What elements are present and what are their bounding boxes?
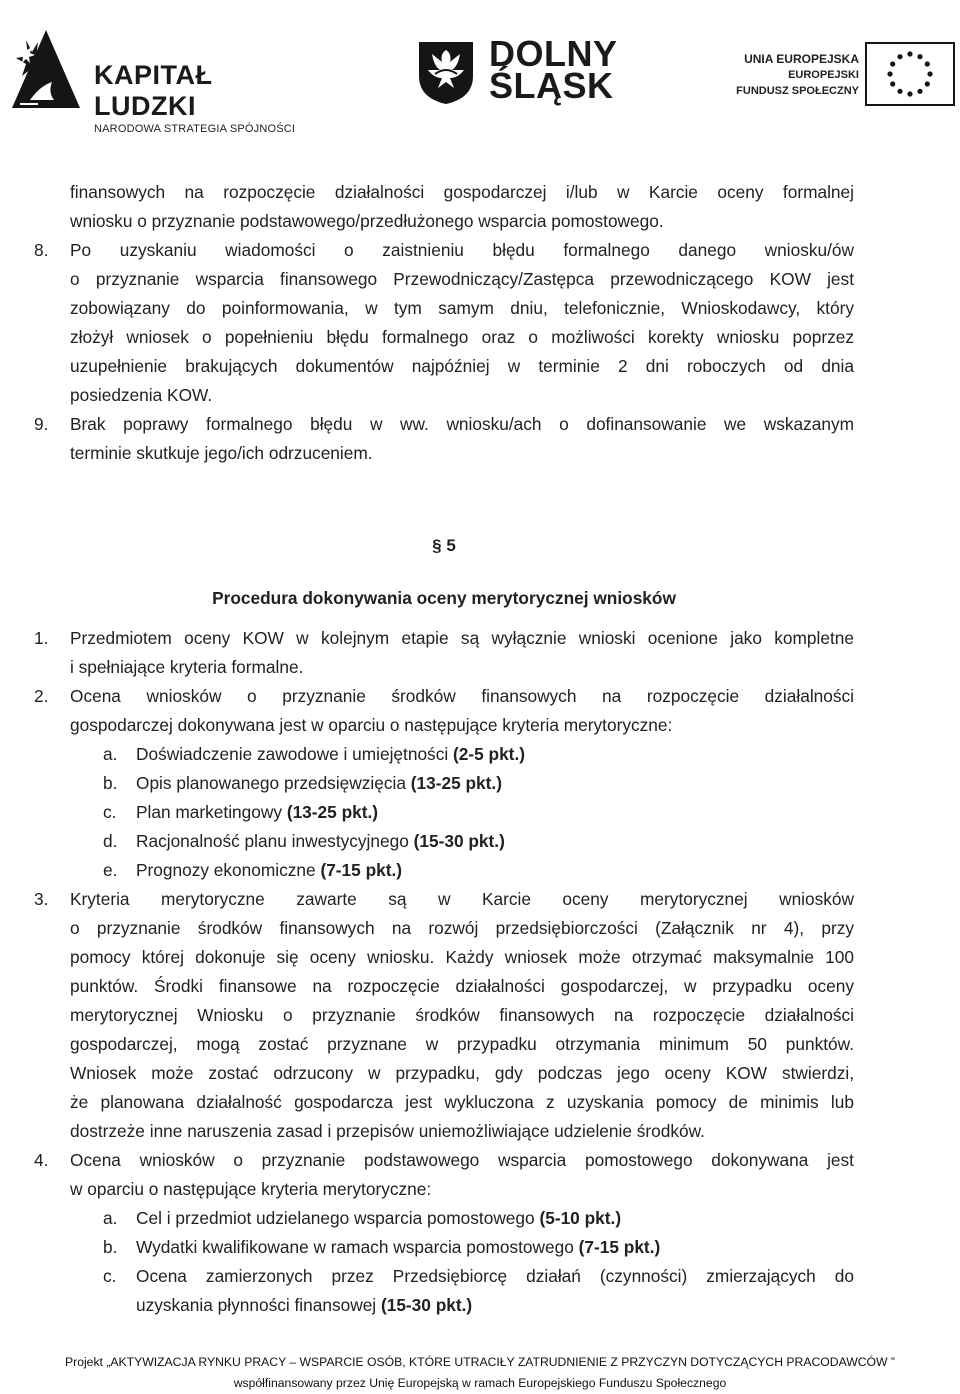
- sub-points: (13-25 pkt.): [410, 773, 502, 793]
- text-line: pomocy której dokonuje się oceny wniosku. Każdy wniosek może otrzymać maksymalnie 100: [70, 947, 854, 967]
- eu-flag-icon: [865, 42, 955, 106]
- text-line: finansowych na rozpoczęcie działalności gospodarczej i/lub w Karcie oceny formalnej: [70, 182, 854, 202]
- sub-text: Prognozy ekonomiczne: [136, 860, 321, 880]
- sub-item: [34, 827, 854, 856]
- logo-right-line2: EUROPEJSKI: [788, 69, 859, 81]
- sub-text: uzyskania płynności finansowej: [136, 1295, 381, 1315]
- page-footer: [0, 1352, 960, 1394]
- item-number: 4.: [34, 1150, 49, 1170]
- text-line: uzupełnienie brakujących dokumentów najpóźniej w terminie 2 dni roboczych od dnia: [70, 356, 854, 376]
- text-line: posiedzenia KOW.: [70, 385, 213, 405]
- kapital-ludzki-logo: [10, 28, 310, 135]
- sub-item: [34, 856, 854, 885]
- item-number: 3.: [34, 889, 49, 909]
- sub-text-cont: [34, 1291, 854, 1320]
- text-line: terminie skutkuje jego/ich odrzuceniem.: [70, 443, 373, 463]
- sub-text: Doświadczenie zawodowe i umiejętności: [136, 744, 453, 764]
- logo-center-line2: ŚLĄSK: [489, 65, 614, 106]
- list-item-1: [34, 624, 854, 682]
- list-item-4: [34, 1146, 854, 1320]
- text-line: zobowiązany do poinformowania, w tym samym dniu, telefonicznie, Wnioskodawcy, który: [70, 298, 854, 318]
- sub-letter: d.: [103, 831, 118, 851]
- sub-item: [34, 798, 854, 827]
- item-number: 9.: [34, 414, 49, 434]
- sub-letter: b.: [103, 1237, 118, 1257]
- item-number: 2.: [34, 686, 49, 706]
- sub-letter: c.: [103, 1266, 117, 1286]
- page-header: [0, 0, 960, 150]
- sub-text: Opis planowanego przedsięwzięcia: [136, 773, 411, 793]
- section-number: § 5: [432, 536, 456, 555]
- footer-line1: Projekt „AKTYWIZACJA RYNKU PRACY – WSPARCIE OSÓB, KTÓRE UTRACIŁY ZATRUDNIENIE Z PRZYCZYN DOTYCZĄCYCH PRACODAWCÓW ”: [65, 1355, 895, 1369]
- logo-left-title: KAPITAŁ LUDZKI: [94, 60, 213, 121]
- dolny-slask-logo: [415, 33, 618, 110]
- sub-letter: b.: [103, 773, 118, 793]
- text-line: gospodarczej dokonywana jest w oparciu o następujące kryteria merytoryczne:: [70, 715, 673, 735]
- text-line: dostrzeże inne naruszenia zasad i przepisów uniemożliwiające udzielenie środków.: [70, 1121, 705, 1141]
- text-line: i spełniające kryteria formalne.: [70, 657, 304, 677]
- sub-letter: c.: [103, 802, 117, 822]
- item-number: 8.: [34, 240, 49, 260]
- logo-center-line1: DOLNY: [489, 33, 618, 74]
- sub-points: (15-30 pkt.): [413, 831, 505, 851]
- footer-line2: współfinansowany przez Unię Europejską w ramach Europejskiego Funduszu Społecznego: [233, 1376, 727, 1390]
- sub-points: (7-15 pkt.): [320, 860, 403, 880]
- sub-text: Wydatki kwalifikowane w ramach wsparcia pomostowego: [136, 1237, 579, 1257]
- sub-item: [34, 1204, 854, 1233]
- sub-text: Racjonalność planu inwestycyjnego: [136, 831, 414, 851]
- list-item-8: [34, 236, 854, 410]
- text-line: gospodarczej, mogą zostać przyznane w przypadku otrzymania minimum 50 punktów.: [70, 1034, 854, 1054]
- sub-item: [34, 740, 854, 769]
- sub-points: (7-15 pkt.): [578, 1237, 661, 1257]
- text-line: merytorycznej Wniosku o przyznanie środków finansowych na rozpoczęcie działalności: [70, 1005, 854, 1025]
- sub-text: Cel i przedmiot udzielanego wsparcia pomostowego: [136, 1208, 540, 1228]
- text-line: punktów. Środki finansowe na rozpoczęcie działalności gospodarczej, w przypadku oceny: [70, 976, 854, 996]
- sub-letter: e.: [103, 860, 118, 880]
- text-line: złożył wniosek o popełnieniu błędu formalnego oraz o możliwości korekty wniosku poprzez: [70, 327, 854, 347]
- sub-letter: a.: [103, 1208, 118, 1228]
- section-title: Procedura dokonywania oceny merytorycznej wniosków: [212, 588, 676, 608]
- sub-text: Ocena zamierzonych przez Przedsiębiorcę działań (czynności) zmierzających do: [136, 1266, 854, 1286]
- sub-text: Plan marketingowy: [136, 802, 287, 822]
- list-item-3: [34, 885, 854, 1146]
- text-line: Wniosek może zostać odrzucony w przypadku, gdy podczas jego oceny KOW stwierdzi,: [70, 1063, 854, 1083]
- text-line: Przedmiotem oceny KOW w kolejnym etapie są wyłącznie wnioski ocenione jako kompletne: [70, 628, 854, 648]
- sub-letter: a.: [103, 744, 118, 764]
- sub-points: (2-5 pkt.): [452, 744, 525, 764]
- text-line: o przyznanie wsparcia finansowego Przewodniczący/Zastępca przewodniczącego KOW jest: [70, 269, 854, 289]
- text-line: Brak poprawy formalnego błędu w ww. wniosku/ach o dofinansowanie we wskazanym: [70, 414, 854, 434]
- text-line: Ocena wniosków o przyznanie środków finansowych na rozpoczęcie działalności: [70, 686, 854, 706]
- sub-points: (5-10 pkt.): [539, 1208, 622, 1228]
- sub-item: [34, 1233, 854, 1262]
- text-line: Kryteria merytoryczne zawarte są w Karcie oceny merytorycznej wniosków: [70, 889, 854, 909]
- sub-item: [34, 769, 854, 798]
- sub-item: [34, 1262, 854, 1320]
- item-number: 1.: [34, 628, 49, 648]
- logo-right-line3: FUNDUSZ SPOŁECZNY: [736, 85, 859, 97]
- document-body: [34, 178, 854, 1320]
- sub-points: (13-25 pkt.): [286, 802, 379, 822]
- text-line: o przyznanie środków finansowych na rozwój przedsiębiorczości (Załącznik nr 4), przy: [70, 918, 854, 938]
- logo-left-subtitle: NARODOWA STRATEGIA SPÓJNOŚCI: [94, 123, 296, 135]
- list-item-2: [34, 682, 854, 885]
- logo-right-line1: UNIA EUROPEJSKA: [744, 52, 859, 66]
- list-item-9: [34, 410, 854, 468]
- eu-efs-logo: [733, 42, 955, 108]
- text-line: że planowana działalność gospodarcza jest wykluczona z uzyskania pomocy de minimis lub: [70, 1092, 854, 1112]
- sub-points: (15-30 pkt.): [380, 1295, 473, 1315]
- text-line: Po uzyskaniu wiadomości o zaistnieniu błędu formalnego danego wniosku/ów: [70, 240, 854, 260]
- kapital-ludzki-emblem-icon: [10, 28, 82, 110]
- text-line: w oparciu o następujące kryteria merytoryczne:: [70, 1179, 432, 1199]
- continuation-paragraph: [34, 178, 854, 236]
- text-line: wniosku o przyznanie podstawowego/przedłużonego wsparcia pomostowego.: [70, 211, 664, 231]
- text-line: Ocena wniosków o przyznanie podstawowego wsparcia pomostowego dokonywana jest: [70, 1150, 854, 1170]
- eagle-crest-icon: [415, 38, 477, 106]
